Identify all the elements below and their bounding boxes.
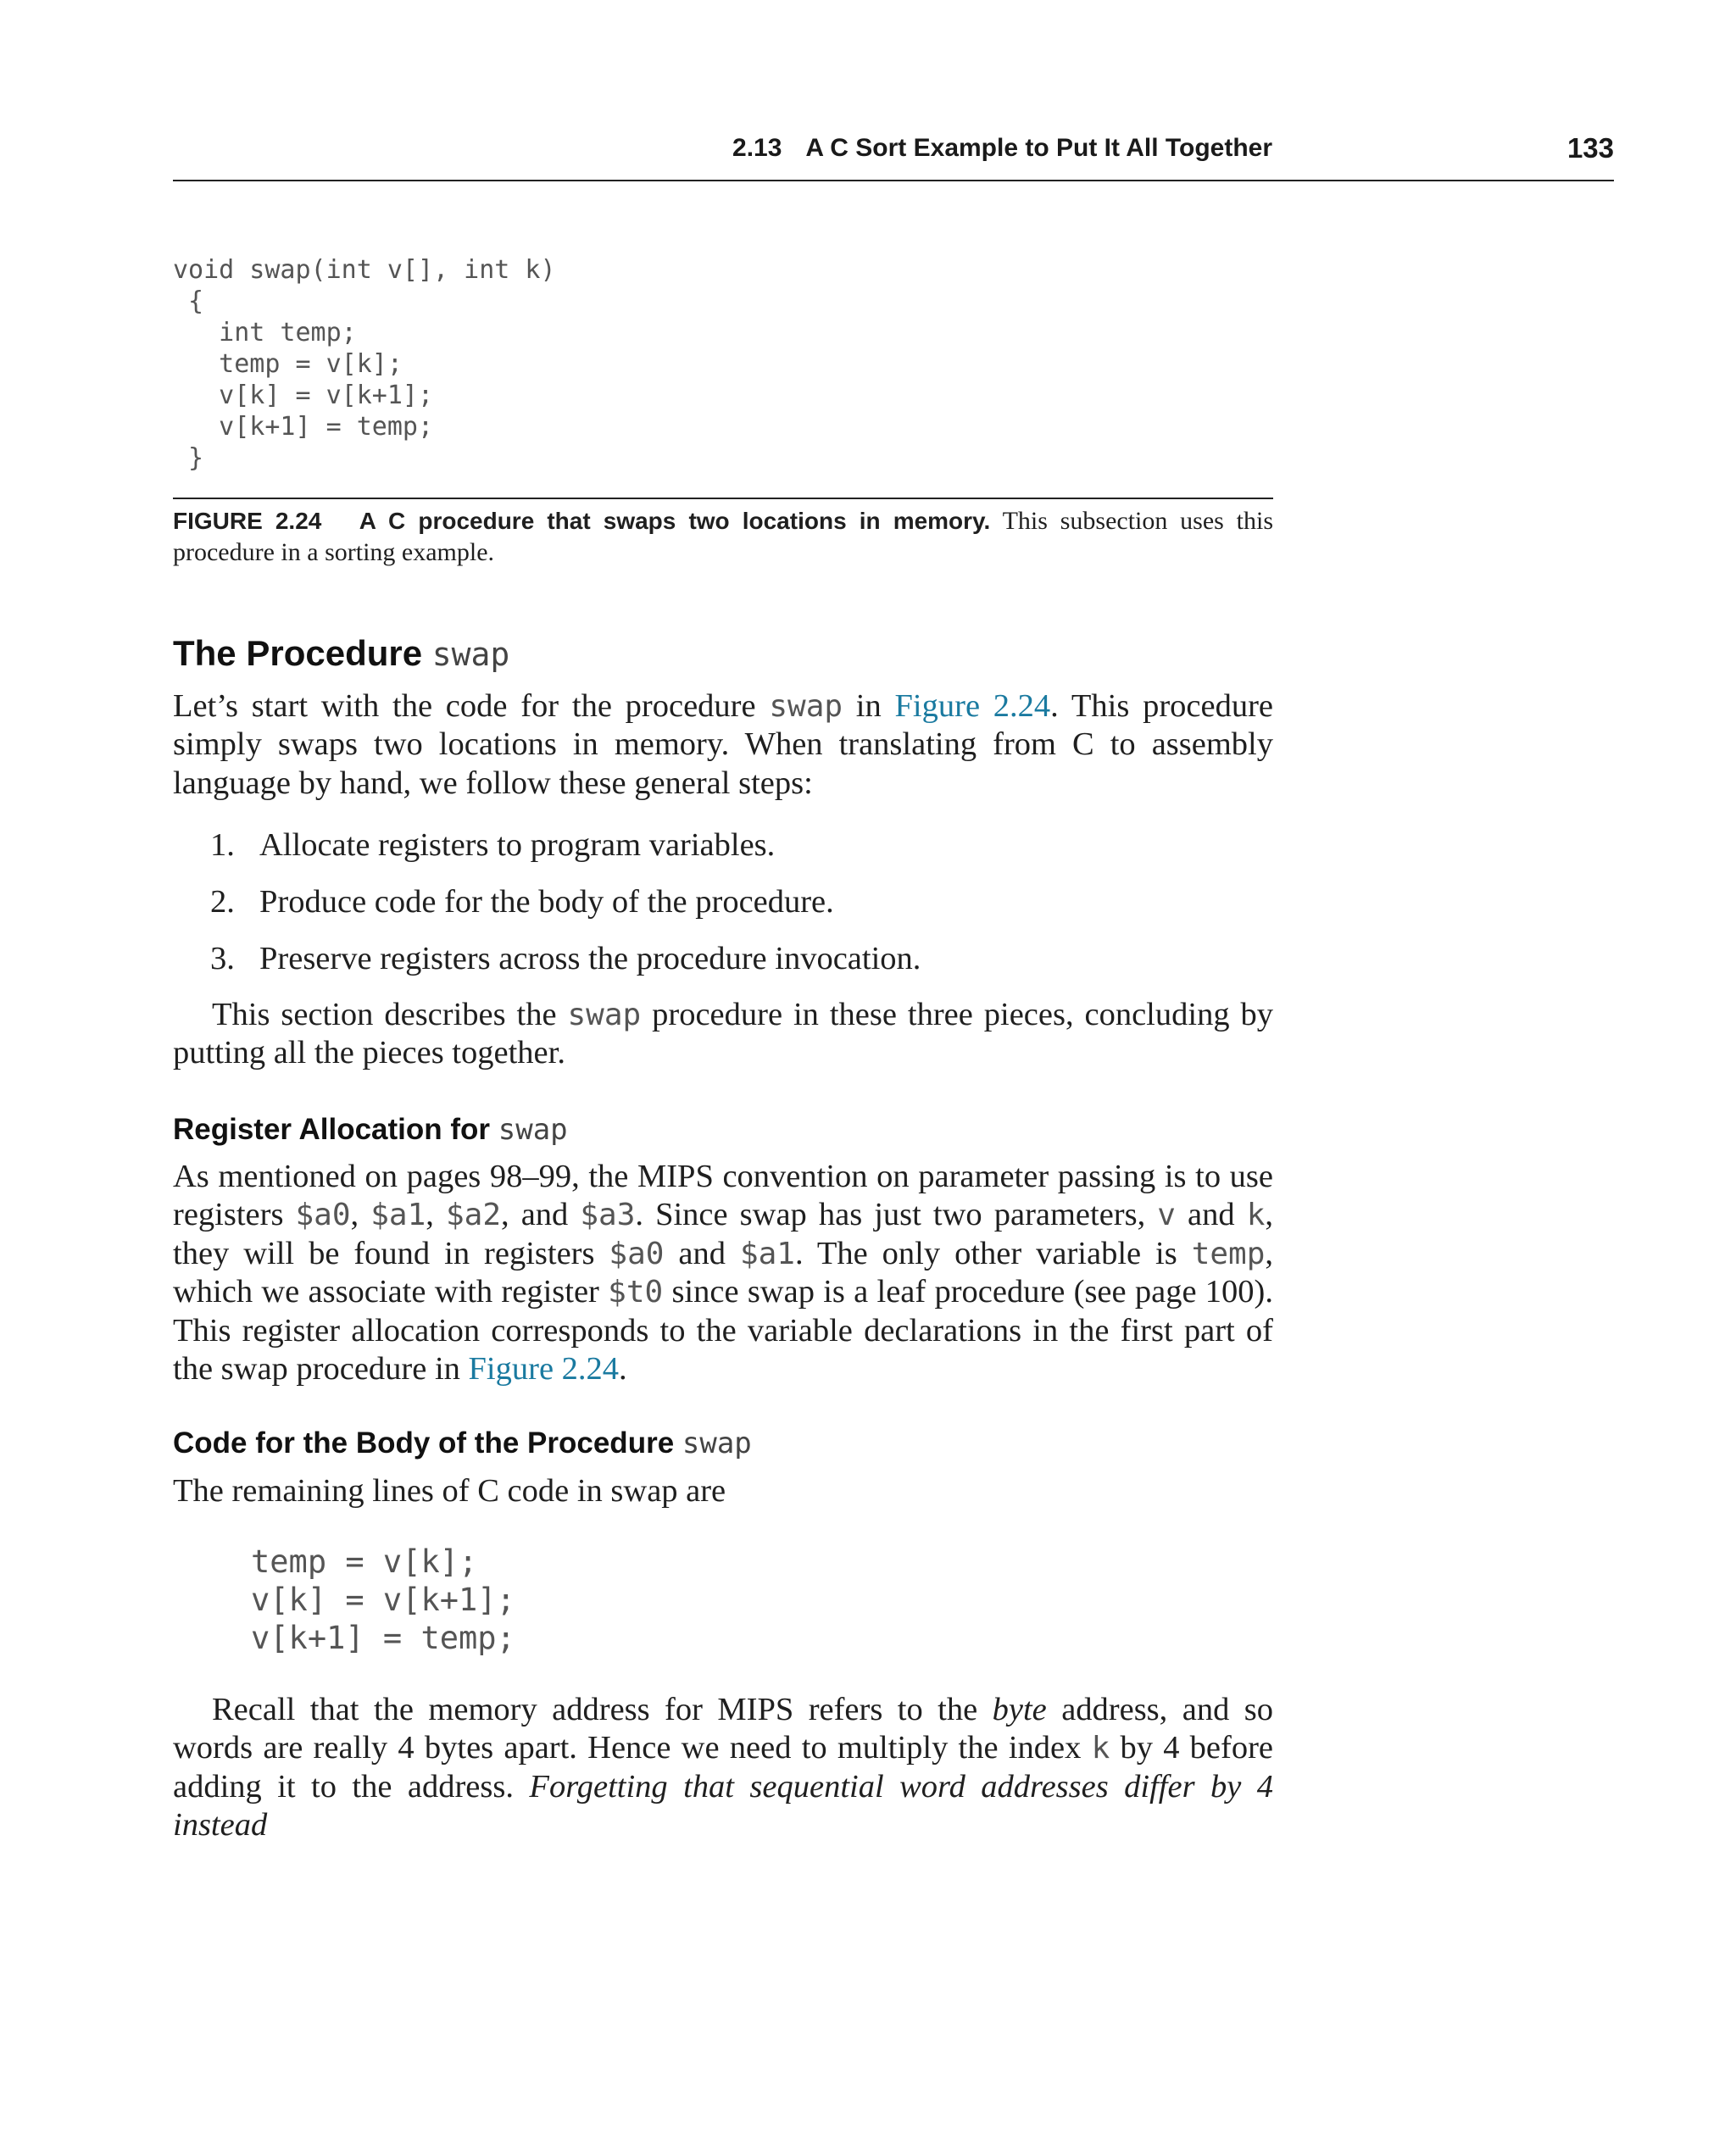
inline-code: $a2 xyxy=(445,1198,501,1233)
inline-code: k xyxy=(1091,1731,1110,1766)
summary-paragraph xyxy=(173,996,1273,1073)
text-run: and xyxy=(1175,1197,1247,1233)
heading-text: Code for the Body of the Procedure xyxy=(173,1426,675,1460)
section-heading-text: The Procedure xyxy=(173,633,423,673)
code-line: { xyxy=(173,286,204,316)
text-run: . xyxy=(619,1351,627,1387)
figure-link[interactable]: Figure 2.24 xyxy=(894,688,1051,724)
inline-code: $a0 xyxy=(295,1198,351,1233)
step-number: 1. xyxy=(210,827,235,863)
inline-code: k xyxy=(1246,1198,1266,1233)
inline-code: $a3 xyxy=(580,1198,636,1233)
inline-code: $a1 xyxy=(739,1236,795,1271)
text-run: As mentioned on pages 98–99, the MIPS convention on parameter passing is to use registers xyxy=(173,1159,1273,1233)
figure-title: A C procedure that swaps two locations in memory. xyxy=(359,508,991,534)
figure-code xyxy=(173,254,556,474)
text-run: . This procedure simply swaps two locations in memory. When translating from C to assembly language by hand, we follow these general steps: xyxy=(173,688,1273,801)
figure-label: FIGURE 2.24 xyxy=(173,508,322,534)
step-text: Produce code for the body of the procedure. xyxy=(259,884,834,920)
step-text: Allocate registers to program variables. xyxy=(259,827,776,863)
code-body-intro: The remaining lines of C code in swap are xyxy=(173,1473,726,1509)
list-item xyxy=(210,940,1273,997)
code-line: temp = v[k]; xyxy=(251,1543,478,1580)
section-title: A C Sort Example to Put It All Together xyxy=(805,134,1272,162)
register-allocation-paragraph xyxy=(173,1158,1273,1388)
text-run: . Since swap has just two parameters, xyxy=(635,1197,1158,1233)
running-header xyxy=(173,132,1614,181)
text-run: , they will be found in registers xyxy=(173,1197,1274,1271)
text-run: , which we associate with register xyxy=(173,1235,1274,1310)
section-number: 2.13 xyxy=(732,134,782,162)
heading-code: swap xyxy=(682,1426,752,1460)
page-number: 133 xyxy=(1566,132,1614,164)
text-run: , xyxy=(350,1197,371,1233)
section-heading-code: swap xyxy=(431,636,510,673)
code-line: } xyxy=(173,443,204,473)
text-run: This section describes the xyxy=(212,997,568,1032)
code-line: v[k+1] = temp; xyxy=(251,1620,515,1656)
code-line: v[k+1] = temp; xyxy=(173,412,434,442)
heading-text: Register Allocation for xyxy=(173,1113,491,1146)
section-heading xyxy=(173,631,509,676)
steps-list xyxy=(210,826,1273,997)
text-run: , xyxy=(426,1197,446,1233)
figure-link[interactable]: Figure 2.24 xyxy=(468,1351,620,1387)
inline-code: $t0 xyxy=(608,1275,664,1310)
text-run: procedure in these three pieces, concluding by putting all the pieces together. xyxy=(173,997,1273,1071)
figure-caption-text: This subsection uses this procedure in a sorting example. xyxy=(173,507,1273,566)
text-run: address, and so words are really 4 bytes apart. Hence we need to multiply the index xyxy=(173,1692,1273,1766)
inline-code: swap xyxy=(769,689,843,724)
heading-code: swap xyxy=(498,1113,568,1147)
code-body-heading xyxy=(173,1425,752,1462)
text-run: by 4 before adding it to the address. xyxy=(173,1730,1273,1805)
figure-caption xyxy=(173,505,1273,568)
intro-paragraph xyxy=(173,687,1273,803)
code-line: v[k] = v[k+1]; xyxy=(251,1582,515,1618)
recall-paragraph xyxy=(173,1691,1273,1845)
code-line: temp = v[k]; xyxy=(173,349,403,379)
step-text: Preserve registers across the procedure invocation. xyxy=(259,941,921,976)
inline-code: $a0 xyxy=(609,1236,665,1271)
inline-code: temp xyxy=(1191,1236,1266,1271)
emphasis: byte xyxy=(992,1692,1047,1727)
text-run: Recall that the memory address for MIPS refers to the xyxy=(212,1692,993,1727)
code-line: void swap(int v[], int k) xyxy=(173,255,556,285)
text-run: , and xyxy=(501,1197,581,1233)
register-allocation-heading xyxy=(173,1111,568,1148)
text-run: . The only other variable is xyxy=(794,1235,1192,1271)
emphasis: Forgetting that sequential word addresses differ by 4 instead xyxy=(173,1768,1273,1843)
code-snippet xyxy=(251,1543,515,1657)
text-run: in xyxy=(843,688,895,724)
inline-code: $a1 xyxy=(370,1198,426,1233)
code-line: v[k] = v[k+1]; xyxy=(173,381,434,410)
inline-code: v xyxy=(1157,1198,1176,1233)
text-run: Let’s start with the code for the procedure xyxy=(173,688,770,724)
text-run: and xyxy=(664,1235,740,1271)
running-header-section xyxy=(732,134,1272,163)
step-number: 2. xyxy=(210,884,235,920)
figure-divider xyxy=(173,498,1273,499)
list-item xyxy=(210,883,1273,940)
code-line: int temp; xyxy=(173,318,357,348)
step-number: 3. xyxy=(210,941,235,976)
text-run: since swap is a leaf procedure (see page 100). This register allocation corresponds to the variable declarations in the first part of the swap procedure in xyxy=(173,1274,1273,1387)
list-item xyxy=(210,826,1273,883)
inline-code: swap xyxy=(567,998,642,1032)
